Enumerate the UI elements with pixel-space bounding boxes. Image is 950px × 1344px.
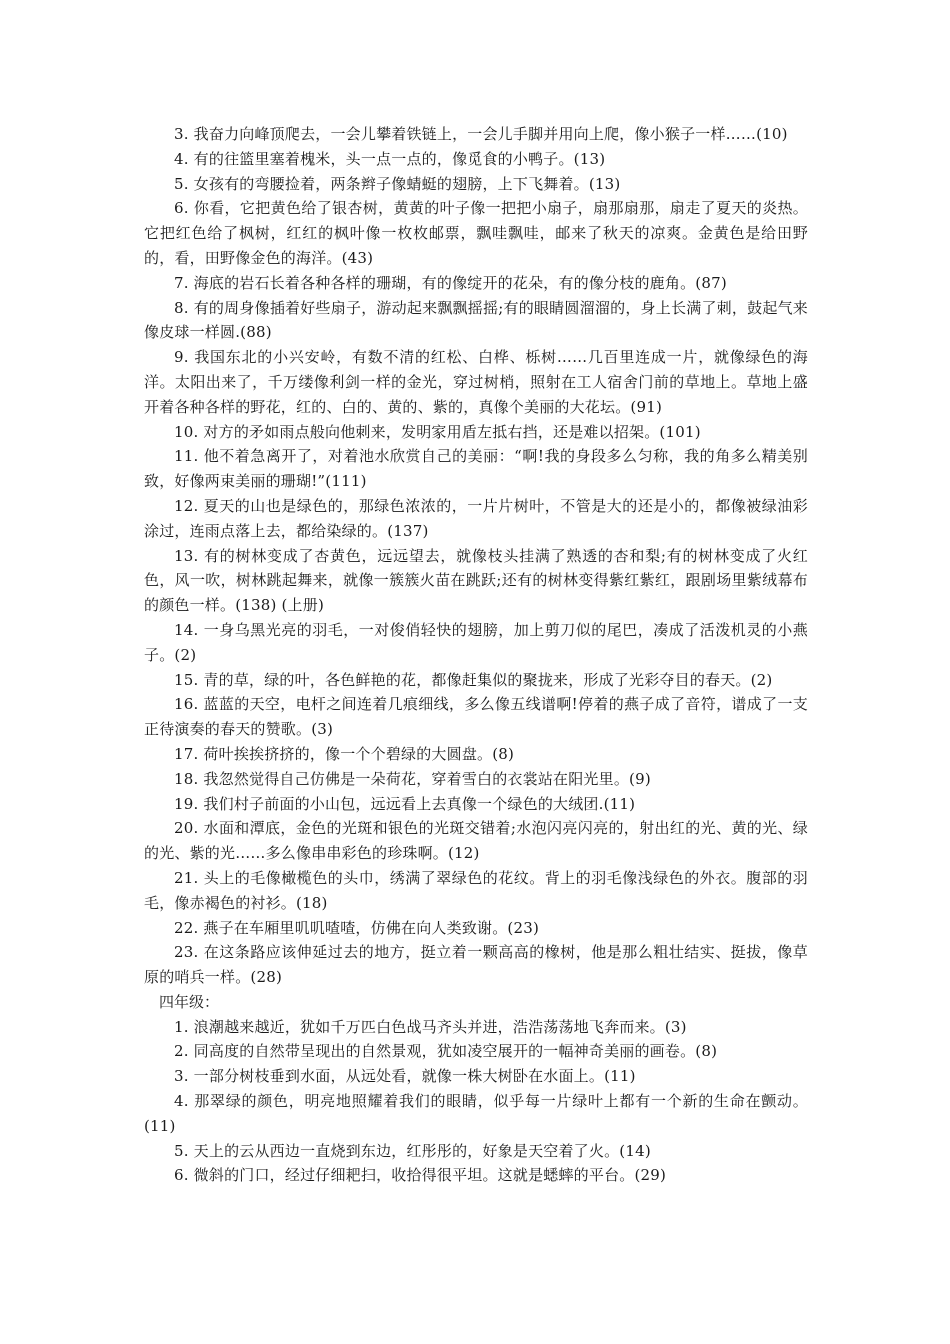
paragraph-g3-16: 16. 蓝蓝的天空，电杆之间连着几痕细线，多么像五线谱啊!停着的燕子成了音符，谱成了一支正待演奏的春天的赞歌。(3) bbox=[144, 695, 808, 739]
paragraph-g3-4: 4. 有的往篮里塞着槐米，头一点一点的，像觅食的小鸭子。(13) bbox=[174, 149, 606, 168]
paragraph-g3-11: 11. 他不着急离开了，对着池水欣赏自己的美丽：“啊!我的身段多么匀称，我的角多么精美别致，好像两束美丽的珊瑚!”(111) bbox=[144, 447, 808, 491]
paragraph-g3-23: 23. 在这条路应该伸延过去的地方，挺立着一颗高高的橡树，他是那么粗壮结实、挺拔，像草原的哨兵一样。(28) bbox=[144, 943, 808, 987]
paragraph-g4-2: 2. 同高度的自然带呈现出的自然景观，犹如凌空展开的一幅神奇美丽的画卷。(8) bbox=[174, 1042, 718, 1061]
paragraph-g3-5: 5. 女孩有的弯腰捡着，两条辫子像蜻蜓的翅膀，上下飞舞着。(13) bbox=[174, 174, 621, 193]
paragraph-g3-20: 20. 水面和潭底，金色的光斑和银色的光斑交错着;水泡闪亮闪亮的，射出红的光、黄的光、绿的光、紫的光……多么像串串彩色的珍珠啊。(12) bbox=[144, 819, 808, 863]
paragraph-g4-6: 6. 微斜的门口，经过仔细耙扫，收拾得很平坦。这就是蟋蟀的平台。(29) bbox=[174, 1166, 667, 1185]
document-page bbox=[144, 122, 808, 1188]
paragraph-g3-17: 17. 荷叶挨挨挤挤的，像一个个碧绿的大圆盘。(8) bbox=[174, 744, 515, 763]
paragraph-g3-9: 9. 我国东北的小兴安岭，有数不清的红松、白桦、栎树……几百里连成一片，就像绿色的海洋。太阳出来了，千万缕像利剑一样的金光，穿过树梢，照射在工人宿舍门前的草地上。草地上盛开着各种各样的野花，红的、白的、黄的、紫的，真像个美丽的大花坛。(91) bbox=[144, 348, 808, 416]
paragraph-g3-13: 13. 有的树林变成了杏黄色，远远望去，就像枝头挂满了熟透的杏和梨;有的树林变成了火红色，风一吹，树林跳起舞来，就像一簇簇火苗在跳跃;还有的树林变得紫红紫红，跟剧场里紫绒幕布的颜色一样。(138) (上册) bbox=[144, 546, 808, 615]
paragraph-g3-21: 21. 头上的毛像橄榄色的头巾，绣满了翠绿色的花纹。背上的羽毛像浅绿色的外衣。腹部的羽毛，像赤褐色的衬衫。(18) bbox=[144, 868, 808, 912]
paragraph-g4-5: 5. 天上的云从西边一直烧到东边，红彤彤的，好象是天空着了火。(14) bbox=[174, 1141, 651, 1160]
paragraph-g3-6: 6. 你看，它把黄色给了银杏树，黄黄的叶子像一把把小扇子，扇那扇那，扇走了夏天的炎热。它把红色给了枫树，红红的枫叶像一枚枚邮票，飘哇飘哇，邮来了秋天的凉爽。金黄色是给田野的，看，田野像金色的海洋。(43) bbox=[144, 199, 808, 267]
paragraph-g3-14: 14. 一身乌黑光亮的羽毛，一对俊俏轻快的翅膀，加上剪刀似的尾巴，凑成了活泼机灵的小燕子。(2) bbox=[144, 620, 808, 664]
paragraph-g3-22: 22. 燕子在车厢里叽叽喳喳，仿佛在向人类致谢。(23) bbox=[174, 918, 540, 937]
paragraph-g4-4: 4. 那翠绿的颜色，明亮地照耀着我们的眼睛，似乎每一片绿叶上都有一个新的生命在颤动。 (11) bbox=[144, 1092, 808, 1135]
paragraph-g3-10: 10. 对方的矛如雨点般向他刺来，发明家用盾左抵右挡，还是难以招架。(101) bbox=[174, 422, 701, 441]
paragraph-g4-1: 1. 浪潮越来越近，犹如千万匹白色战马齐头并进，浩浩荡荡地飞奔而来。(3) bbox=[174, 1017, 687, 1036]
paragraph-g3-15: 15. 青的草，绿的叶，各色鲜艳的花，都像赶集似的聚拢来，形成了光彩夺目的春天。(2) bbox=[174, 670, 773, 689]
grade4-heading: 四年级： bbox=[159, 992, 220, 1011]
paragraph-g3-12: 12. 夏天的山也是绿色的，那绿色浓浓的，一片片树叶，不管是大的还是小的，都像被绿油彩涂过，连雨点落上去，都给染绿的。(137) bbox=[144, 496, 808, 540]
paragraph-g3-8: 8. 有的周身像插着好些扇子，游动起来飘飘摇摇;有的眼睛圆溜溜的，身上长满了刺，鼓起气来像皮球一样圆.(88) bbox=[144, 298, 808, 342]
paragraph-g3-19: 19. 我们村子前面的小山包，远远看上去真像一个绿色的大绒团.(11) bbox=[174, 794, 636, 813]
paragraph-g3-18: 18. 我忽然觉得自己仿佛是一朵荷花，穿着雪白的衣裳站在阳光里。(9) bbox=[174, 769, 651, 788]
paragraph-g3-3: 3. 我奋力向峰顶爬去，一会儿攀着铁链上，一会儿手脚并用向上爬，像小猴子一样……(10) bbox=[174, 125, 788, 143]
paragraph-g3-7: 7. 海底的岩石长着各种各样的珊瑚，有的像绽开的花朵，有的像分枝的鹿角。(87) bbox=[174, 273, 727, 292]
paragraph-g4-3: 3. 一部分树枝垂到水面，从远处看，就像一株大树卧在水面上。(11) bbox=[174, 1067, 636, 1086]
